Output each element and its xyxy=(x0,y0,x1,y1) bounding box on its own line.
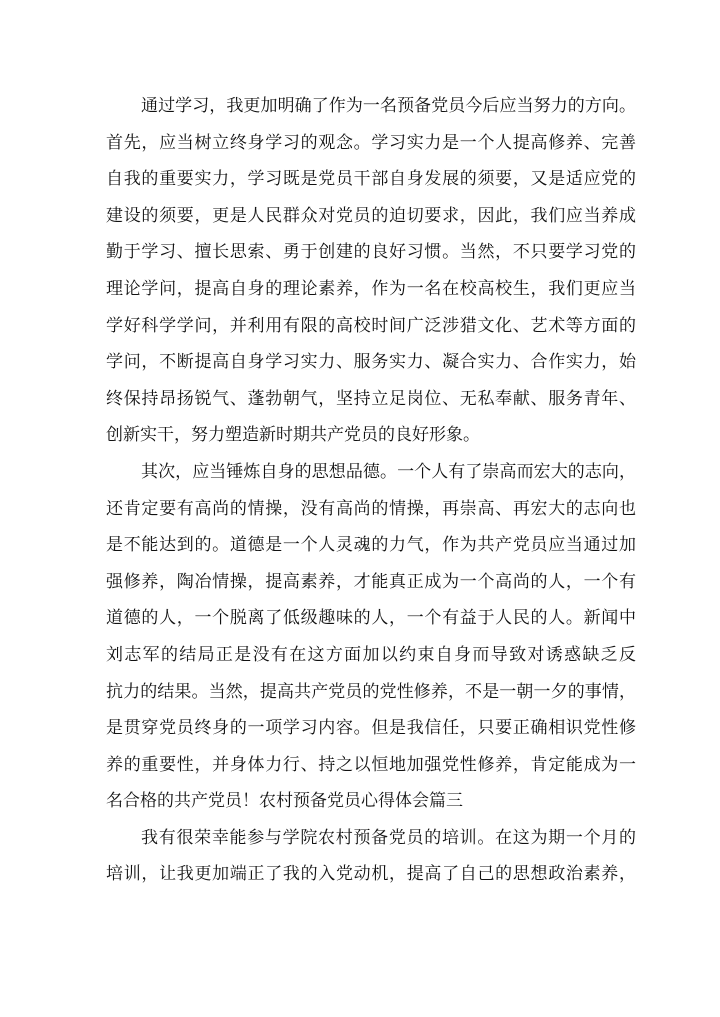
text-line: 名合格的共产党员！农村预备党员心得体会篇三 xyxy=(106,791,463,812)
text-line: 培训，让我更加端正了我的入党动机，提高了自己的思想政治素养， xyxy=(106,864,636,885)
document-body xyxy=(106,88,636,893)
text-line: 学好科学学问，并利用有限的高校时间广泛涉猎文化、艺术等方面的 xyxy=(106,315,636,336)
text-line: 刘志军的结局正是没有在这方面加以约束自身而导致对诱惑缺乏反 xyxy=(106,644,636,665)
text-line: 强修养，陶冶情操，提高素养，才能真正成为一个高尚的人，一个有 xyxy=(106,571,636,592)
text-line: 抗力的结果。当然，提高共产党员的党性修养，不是一朝一夕的事情， xyxy=(106,681,636,702)
text-line: 自我的重要实力，学习既是党员干部自身发展的须要，又是适应党的 xyxy=(106,169,636,190)
text-line: 理论学问，提高自身的理论素养，作为一名在校高校生，我们更应当 xyxy=(106,278,636,299)
text-line: 养的重要性，并身体力行、持之以恒地加强党性修养，肯定能成为一 xyxy=(106,754,636,775)
text-line: 是不能达到的。道德是一个人灵魂的力气，作为共产党员应当通过加 xyxy=(106,535,636,556)
text-line: 终保持昂扬锐气、蓬勃朝气，坚持立足岗位、无私奉献、服务青年、 xyxy=(106,388,636,409)
text-line: 创新实干，努力塑造新时期共产党员的良好形象。 xyxy=(106,425,480,446)
text-line: 我有很荣幸能参与学院农村预备党员的培训。在这为期一个月的 xyxy=(141,827,636,848)
text-line: 还肯定要有高尚的情操，没有高尚的情操，再崇高、再宏大的志向也 xyxy=(106,498,636,519)
text-line: 首先，应当树立终身学习的观念。学习实力是一个人提高修养、完善 xyxy=(106,132,636,153)
text-line: 是贯穿党员终身的一项学习内容。但是我信任，只要正确相识党性修 xyxy=(106,718,636,739)
text-line: 通过学习，我更加明确了作为一名预备党员今后应当努力的方向。 xyxy=(141,96,636,116)
text-line: 建设的须要，更是人民群众对党员的迫切要求，因此，我们应当养成 xyxy=(106,205,636,226)
text-line: 其次，应当锤炼自身的思想品德。一个人有了崇高而宏大的志向， xyxy=(141,461,636,482)
text-line: 道德的人，一个脱离了低级趣味的人，一个有益于人民的人。新闻中 xyxy=(106,608,636,629)
text-line: 学问，不断提高自身学习实力、服务实力、凝合实力、合作实力，始 xyxy=(106,352,636,373)
text-line: 勤于学习、擅长思索、勇于创建的良好习惯。当然，不只要学习党的 xyxy=(106,242,636,263)
